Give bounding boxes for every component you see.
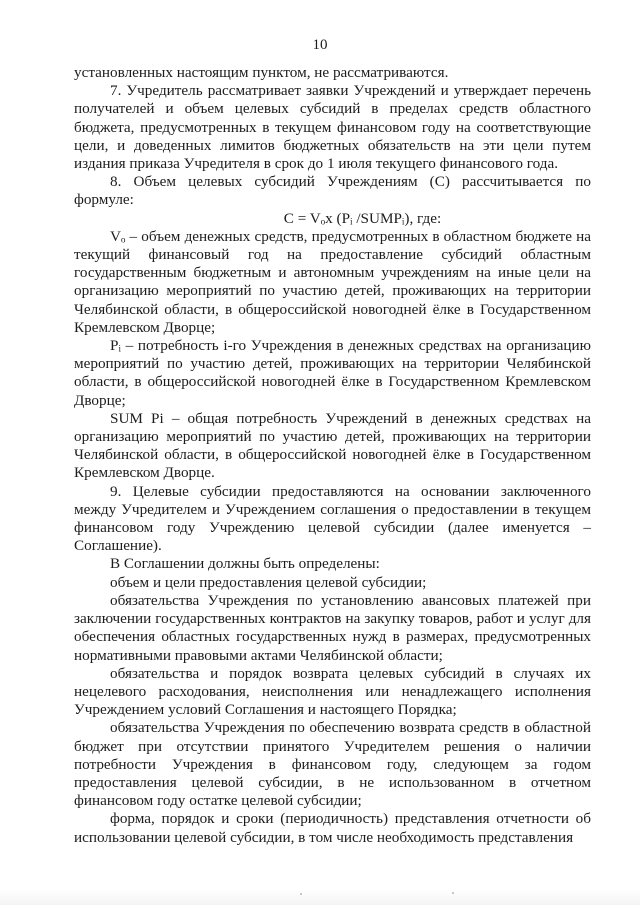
paragraph-agreement-volume: объем и цели предоставления целевой субсидии; xyxy=(110,573,427,591)
paragraph-definition-vo: Vₒ – объем денежных средств, предусмотренных в областном бюджете на текущий финансовый год на предоставление субсидий областным государственным бюджетным и автономным учреждениям на иные цели на организацию мероприятий по участию детей, проживающих на территории Челябинской области, в общероссийской новогодней ёлке в Государственном Кремлевском Дворце; xyxy=(74,227,591,336)
paragraph-continuation: установленных настоящим пунктом, не рассматриваются. xyxy=(74,64,449,81)
paragraph-agreement-refund-order: обязательства и порядок возврата целевых субсидий в случаях их нецелевого расходования, неисполнения или ненадлежащего исполнения Учреждением условий Соглашения и настоящего Порядка; xyxy=(74,664,591,719)
paragraph-item-7: 7. Учредитель рассматривает заявки Учреждений и утверждает перечень получателей и объем целевых субсидий в пределах средств областного бюджета, предусмотренных в текущем финансовом году на соответствующие цели, и доведенных лимитов бюджетных обязательств на эти цели путем издания приказа Учредителя в срок до 1 июля текущего финансового года. xyxy=(74,82,591,173)
paragraph-agreement-reporting: форма, порядок и сроки (периодичность) представления отчетности об использовании целевой субсидии, в том числе необходимость представления xyxy=(74,810,591,846)
paragraph-agreement-refund-obligations: обязательства Учреждения по обеспечению возврата средств в областной бюджет при отсутствии принятого Учредителем решения о наличии потребности Учреждения в финансовом году, следующем за годом предоставления целевой субсидии, в не использованном в отчетном финансовом году остатке целевой субсидии; xyxy=(74,719,591,810)
paragraph-agreement-advance-payments: обязательства Учреждения по установлению авансовых платежей при заключении государственных контрактов на закупку товаров, работ и услуг для обеспечения областных государственных нужд в размерах, предусмотренных нормативными правовыми актами Челябинской области; xyxy=(74,591,591,664)
paragraph-agreement-intro: В Соглашении должны быть определены: xyxy=(110,555,380,573)
document-body xyxy=(74,64,591,847)
paragraph-definition-sum-pi: SUM Pi – общая потребность Учреждений в денежных средствах на организацию мероприятий по участию детей, проживающих на территории Челябинской области, в общероссийской новогодней ёлке в Государственном Кремлевском Дворце. xyxy=(74,409,591,482)
page-number: 10 xyxy=(312,37,328,53)
paragraph-item-9: 9. Целевые субсидии предоставляются на основании заключенного между Учредителем и Учреждением соглашения о предоставлении в текущем финансовом году Учреждению целевой субсидии (далее именуется – Соглашение). xyxy=(74,482,591,555)
scan-speck xyxy=(300,893,302,895)
scan-speck xyxy=(452,892,454,894)
paragraph-item-8: 8. Объем целевых субсидий Учреждениям (С) рассчитывается по формуле: xyxy=(74,173,591,209)
scan-bottom-edge xyxy=(0,890,640,905)
formula: C = Vₒx (Pᵢ /SUMPᵢ), где: xyxy=(283,209,442,227)
paragraph-definition-pi: Pᵢ – потребность i-го Учреждения в денежных средствах на организацию мероприятий по участию детей, проживающих на территории Челябинской области, в общероссийской новогодней ёлке в Государственном Кремлевском Дворце; xyxy=(74,337,591,409)
